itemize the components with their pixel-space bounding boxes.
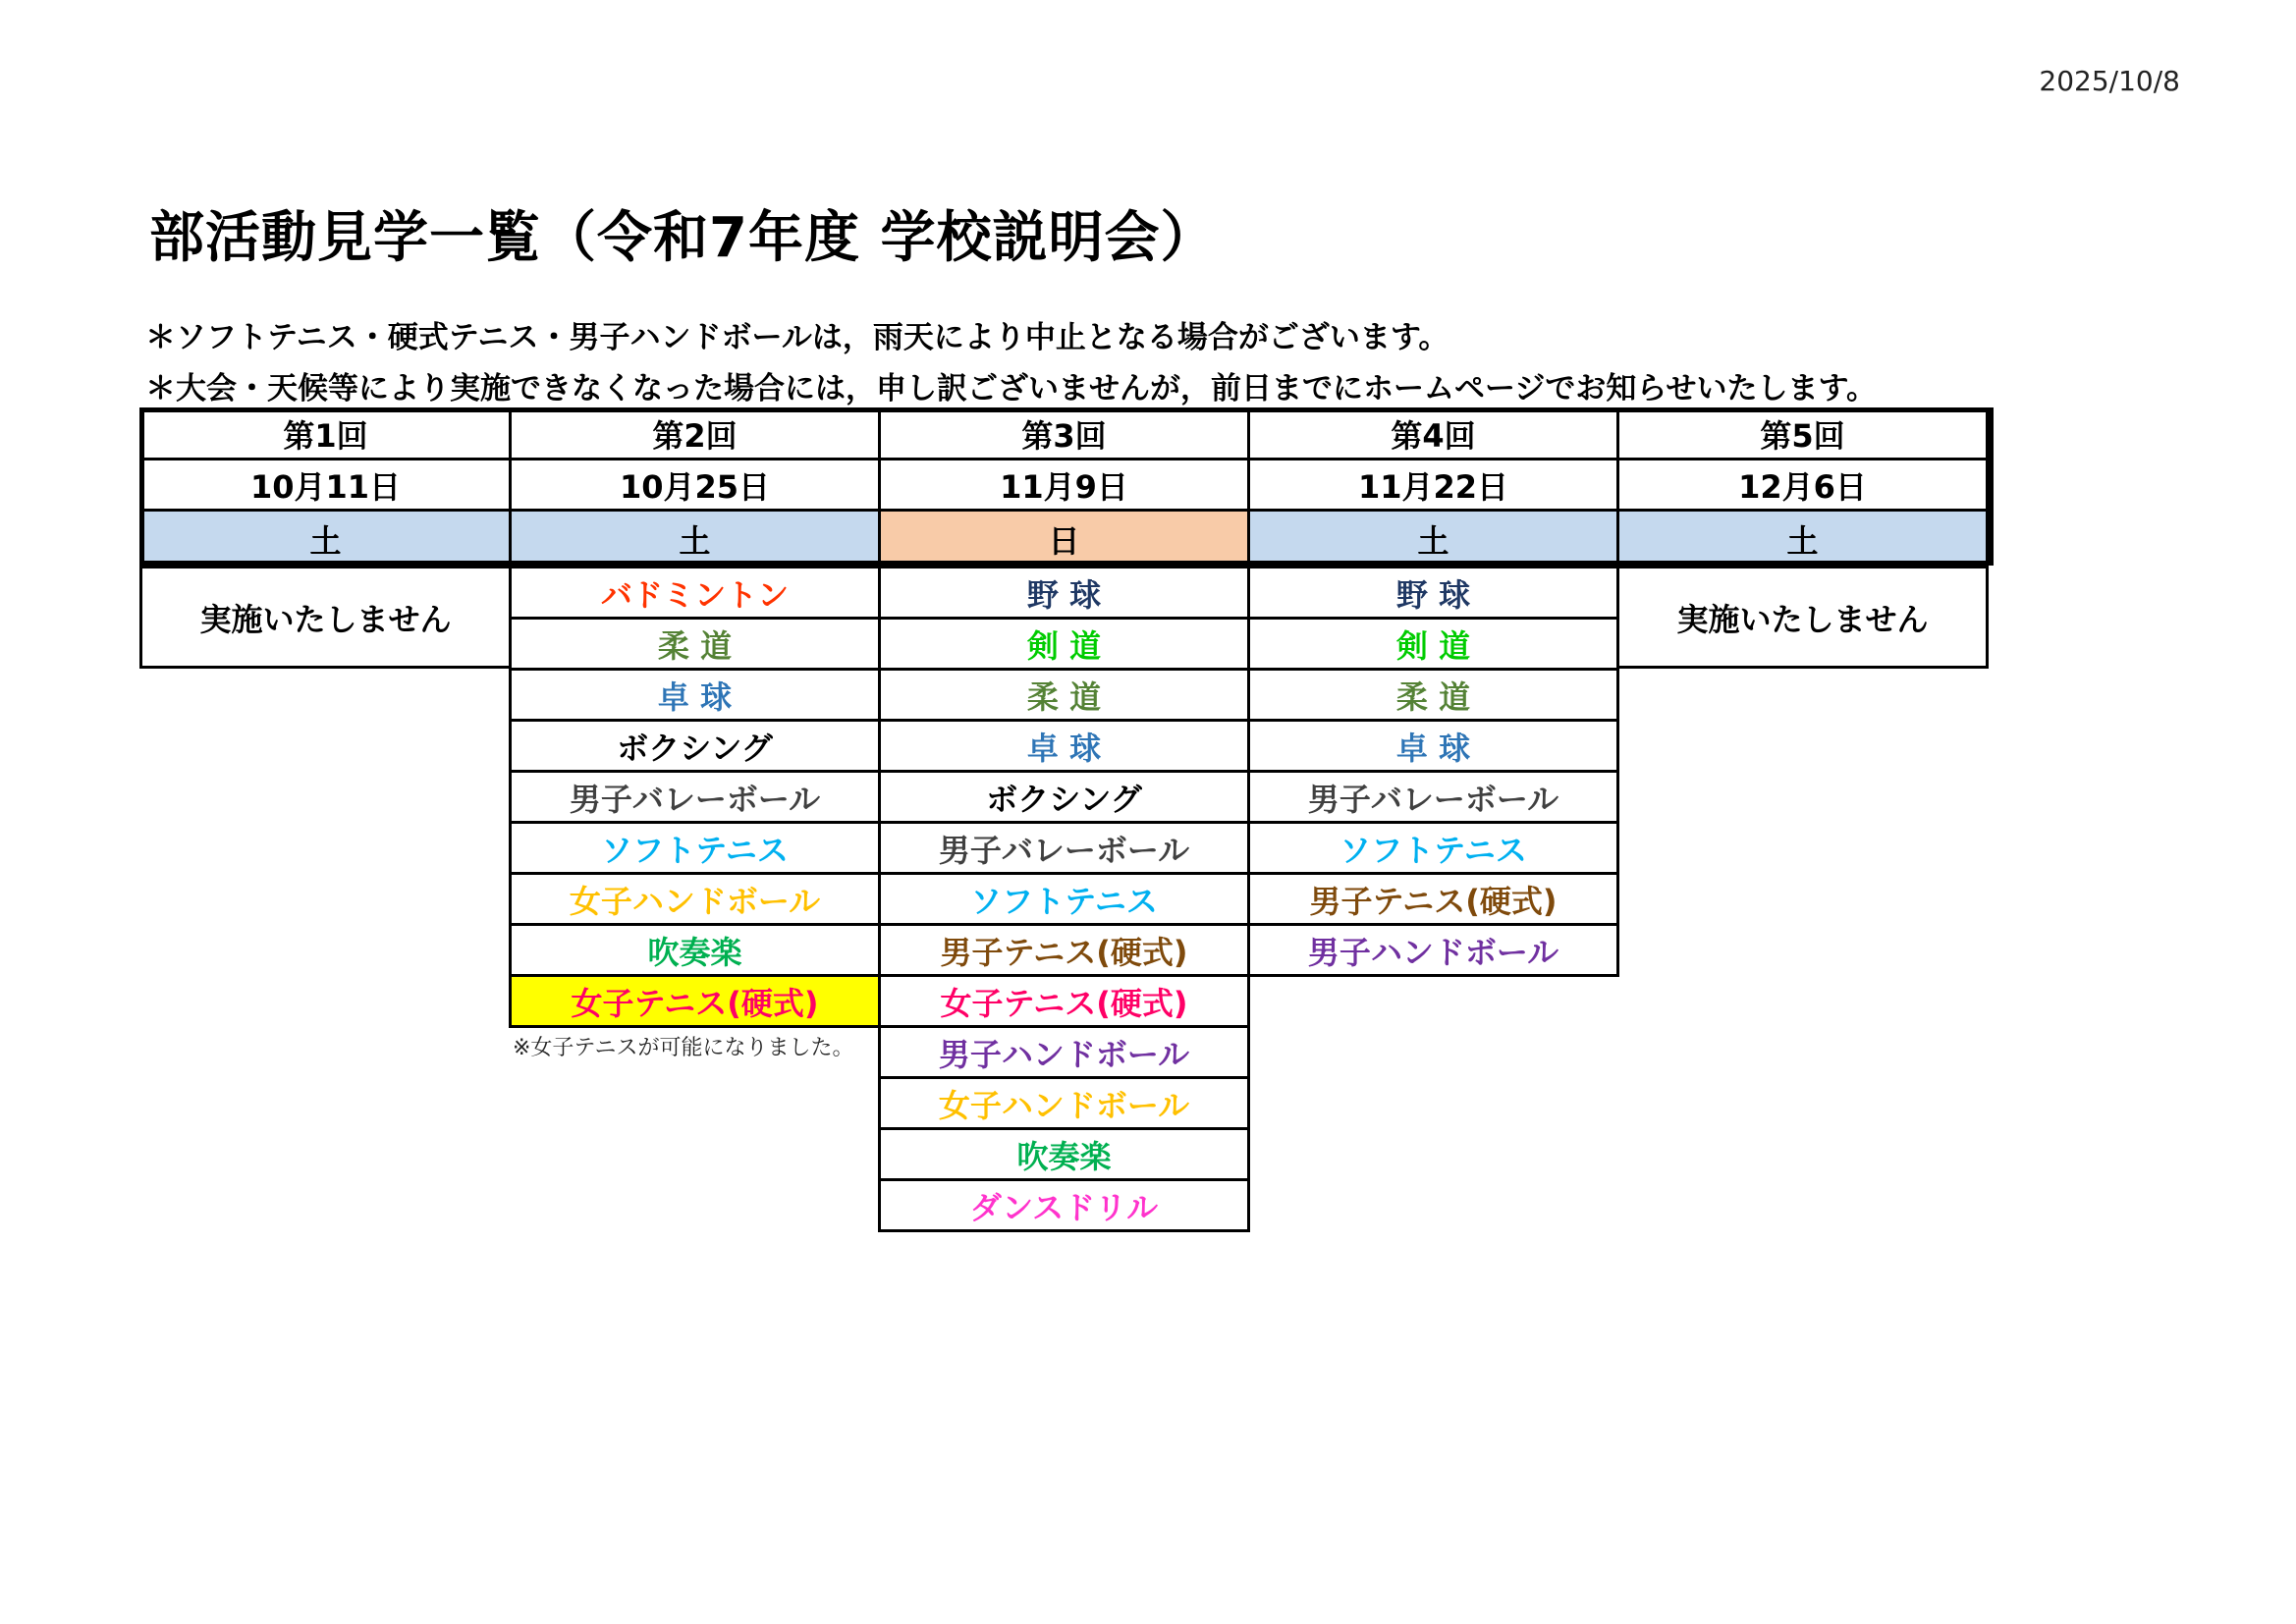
weekday-header-5: 土 (1616, 509, 1989, 568)
club-cell: 柔 道 (878, 668, 1250, 722)
date-header-4: 11月22日 (1247, 458, 1619, 512)
club-cell: ソフトテニス (878, 872, 1250, 926)
club-cell: 男子テニス(硬式) (878, 923, 1250, 977)
club-cell: 野 球 (878, 566, 1250, 620)
club-cell: 卓 球 (509, 668, 881, 722)
weekday-header-4: 土 (1247, 509, 1619, 568)
club-cell: ボクシング (509, 719, 881, 773)
round-header-3: 第3回 (878, 407, 1250, 460)
club-cell: 卓 球 (878, 719, 1250, 773)
club-cell: 剣 道 (878, 617, 1250, 671)
club-cell: 男子バレーボール (1247, 770, 1619, 824)
cancelled-note-1: 実施いたしません (139, 566, 512, 669)
club-cell: ソフトテニス (509, 821, 881, 875)
club-cell: 卓 球 (1247, 719, 1619, 773)
club-cell: 男子テニス(硬式) (1247, 872, 1619, 926)
date-header-3: 11月9日 (878, 458, 1250, 512)
date-header-2: 10月25日 (509, 458, 881, 512)
club-cell: 男子バレーボール (878, 821, 1250, 875)
club-cell: ダンスドリル (878, 1178, 1250, 1232)
club-cell: 柔 道 (1247, 668, 1619, 722)
club-cell: 男子バレーボール (509, 770, 881, 824)
club-cell: 女子テニス(硬式) (878, 974, 1250, 1028)
club-cell: 女子ハンドボール (878, 1076, 1250, 1130)
club-cell: 男子ハンドボール (878, 1025, 1250, 1079)
note-rain: ＊ソフトテニス・硬式テニス・男子ハンドボールは，雨天により中止となる場合がございます。 (145, 320, 1449, 355)
club-cell: ボクシング (878, 770, 1250, 824)
date-header-1: 10月11日 (139, 458, 512, 512)
club-cell: 野 球 (1247, 566, 1619, 620)
round-header-1: 第1回 (139, 407, 512, 460)
club-cell: 女子テニス(硬式) (509, 974, 881, 1028)
date-header-5: 12月6日 (1616, 458, 1989, 512)
weekday-header-1: 土 (139, 509, 512, 568)
note-cancellation: ＊大会・天候等により実施できなくなった場合には，申し訳ございませんが，前日までにホームページでお知らせいたします。 (145, 371, 1877, 406)
club-cell: 剣 道 (1247, 617, 1619, 671)
cancelled-note-5: 実施いたしません (1616, 566, 1989, 669)
page-title: 部活動見学一覧（令和7年度 学校説明会） (149, 206, 1217, 270)
club-cell: 吹奏楽 (509, 923, 881, 977)
club-cell: 女子ハンドボール (509, 872, 881, 926)
club-cell: ソフトテニス (1247, 821, 1619, 875)
club-cell: 柔 道 (509, 617, 881, 671)
footnote-girls-tennis: ※女子テニスが可能になりました。 (513, 1036, 854, 1060)
club-cell: 男子ハンドボール (1247, 923, 1619, 977)
weekday-header-3: 日 (878, 509, 1250, 568)
document-date: 2025/10/8 (2039, 65, 2180, 97)
round-header-4: 第4回 (1247, 407, 1619, 460)
club-cell: 吹奏楽 (878, 1127, 1250, 1181)
round-header-2: 第2回 (509, 407, 881, 460)
club-cell: バドミントン (509, 566, 881, 620)
round-header-5: 第5回 (1616, 407, 1989, 460)
weekday-header-2: 土 (509, 509, 881, 568)
